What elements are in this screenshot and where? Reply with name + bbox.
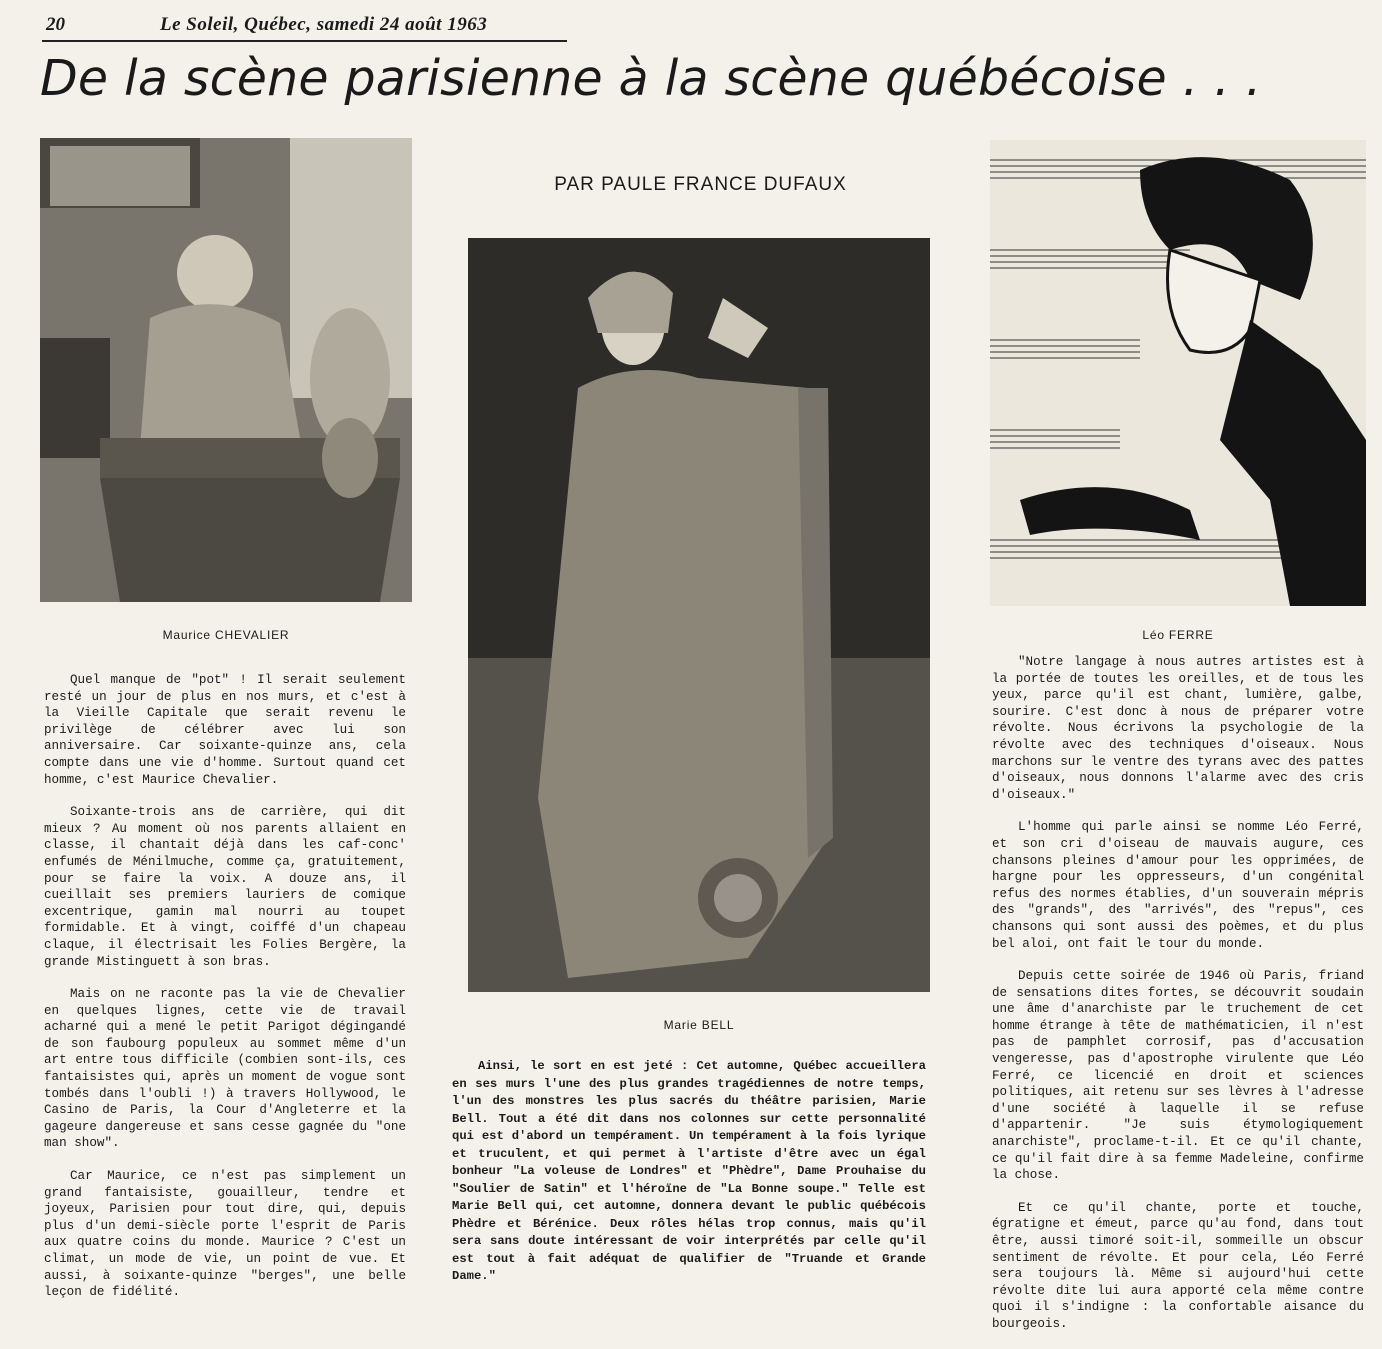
article-column-left <box>44 672 406 1317</box>
paragraph: Et ce qu'il chante, porte et touche, égratigne et émeut, parce qu'au fond, dans tout être, aussi timoré soit-il, sommeille un obscur sentiment de révolte. Et pour cela, Léo Ferré sera toujours là. Même si aujourd'hui cette révolte dite lui aura apporté cela même contre quoi il s'indigne : la confortable aisance du bourgeois. <box>992 1200 1364 1331</box>
paragraph: Depuis cette soirée de 1946 où Paris, friand de sensations dites fortes, se découvrit soudain une âme d'anarchiste par le truchement de cet homme étrange à tête de mathématicien, il n'est pas de pamphlet corrosif, pas d'accusation vengeresse, pas d'apostrophe virulente que Léo Ferré, ce licencié en droit et sciences politiques, ait retenu sur ses lèvres à l'adresse d'une société à laquelle il se refuse d'appartenir. "Je suis étymologiquement anarchiste", proclame-t-il. Et ce qu'il chante, ce qu'il fait dire à sa femme Madeleine, confirme la chose. <box>992 969 1364 1183</box>
paragraph: Ainsi, le sort en est jeté : Cet automne, Québec accueillera en ses murs l'une des plus grandes tragédiennes de notre temps, l'un des monstres les plus sacrés du théâtre parisien, Marie Bell. Tout a été dit dans nos colonnes sur cette personnalité qui est d'abord un tempérament. Un tempérament à la fois lyrique et truculent, et qui permet à l'artiste d'être avec un égal bonheur "La voleuse de Londres" et "Phèdre", Dame Prouhaise du "Soulier de Satin" et l'héroïne de "La Bonne soupe." Telle est Marie Bell qui, cet automne, donnera devant le public québécois Phèdre et Bérénice. Deux rôles hélas trop connus, mais qu'il sera sans doute intéressant de voir interprétés par celle qu'il est tout à fait adéquat de qualifier de "Truande et Grande Dame." <box>452 1059 926 1283</box>
caption-chevalier: Maurice CHEVALIER <box>162 628 290 642</box>
photo-maurice-chevalier <box>40 138 412 602</box>
paragraph: Quel manque de "pot" ! Il serait seulement resté un jour de plus en nos murs, et c'est à la Vieille Capitale que serait revenu le privilège de célébrer avec lui son anniversaire. Car soixante-quinze ans, cela compte dans une vie d'homme. Surtout quand cet homme, c'est Maurice Chevalier. <box>44 673 406 787</box>
caption-ferre: Léo FERRE <box>1142 628 1214 642</box>
article-column-center <box>452 1058 926 1302</box>
caption-marie-bell: Marie BELL <box>663 1018 735 1032</box>
photo-marie-bell <box>468 238 930 992</box>
paragraph: Soixante-trois ans de carrière, qui dit mieux ? Au moment où nos parents allaient en classe, il chantait déjà dans les caf-conc' enfumés de Ménilmuche, comme ça, gratuitement, pour se faire la voix. A douze ans, il cueillait ses premiers lauriers de comique excentrique, gamin mal nourri au toupet formidable. Et à vingt, coiffé d'un chapeau claque, il électrisait les Folies Bergère, la grande Mistinguett à son bras. <box>44 805 406 969</box>
headline: De la scène parisienne à la scène québécoise . . . <box>40 50 1262 107</box>
paragraph: Mais on ne raconte pas la vie de Chevalier en quelques lignes, cette vie de travail acharné qui a mené le petit Parigot dégingandé de son faubourg populeux au sommet même d'un art entre tous difficile (combien sont-ils, ces fantaisistes qui, après un moment de vogue sont tombés dans l'oubli !) à travers Hollywood, le Casino de Paris, la Cour d'Angleterre et la gageure dangereuse et sans cesse gagnée du "one man show". <box>44 987 406 1151</box>
paragraph: Car Maurice, ce n'est pas simplement un grand fantaisiste, gouailleur, tendre et joyeux, Parisien pour tout dire, qui, depuis plus d'un demi-siècle porte l'esprit de Paris aux quatre coins du monde. Maurice ? C'est un climat, un mode de vie, un point de vue. Et aussi, à soixante-quinze "berges", une belle leçon de fidélité. <box>44 1169 406 1300</box>
article-column-right <box>992 654 1364 1349</box>
byline: PAR PAULE FRANCE DUFAUX <box>554 174 847 195</box>
paragraph: L'homme qui parle ainsi se nomme Léo Ferré, et son cri d'oiseau de mauvais augure, ces chansons pleines d'amour pour les opprimées, de hargne pour les oppresseurs, d'un congénital refus des normes établies, d'un souverain mépris des "grands", des "arrivés", des "repus", ces chansons qui sont aussi des poèmes, et du plus bel aloi, ont fait le tour du monde. <box>992 820 1364 951</box>
page-number: 20 <box>46 14 65 35</box>
masthead <box>42 12 567 42</box>
paragraph: "Notre langage à nous autres artistes est à la portée de toutes les oreilles, et de tous les yeux, parce qu'il est chant, lumière, galbe, sourire. C'est donc à nous de préparer votre révolte. Nous écrivons la psychologie de la révolte avec des techniques d'oiseaux. Nous marchons sur le ventre des tyrans avec des pattes d'oiseaux, nous donnons l'alarme avec des cris d'oiseaux." <box>992 655 1364 802</box>
dateline: Le Soleil, Québec, samedi 24 août 1963 <box>160 14 488 35</box>
drawing-leo-ferre <box>990 140 1366 606</box>
